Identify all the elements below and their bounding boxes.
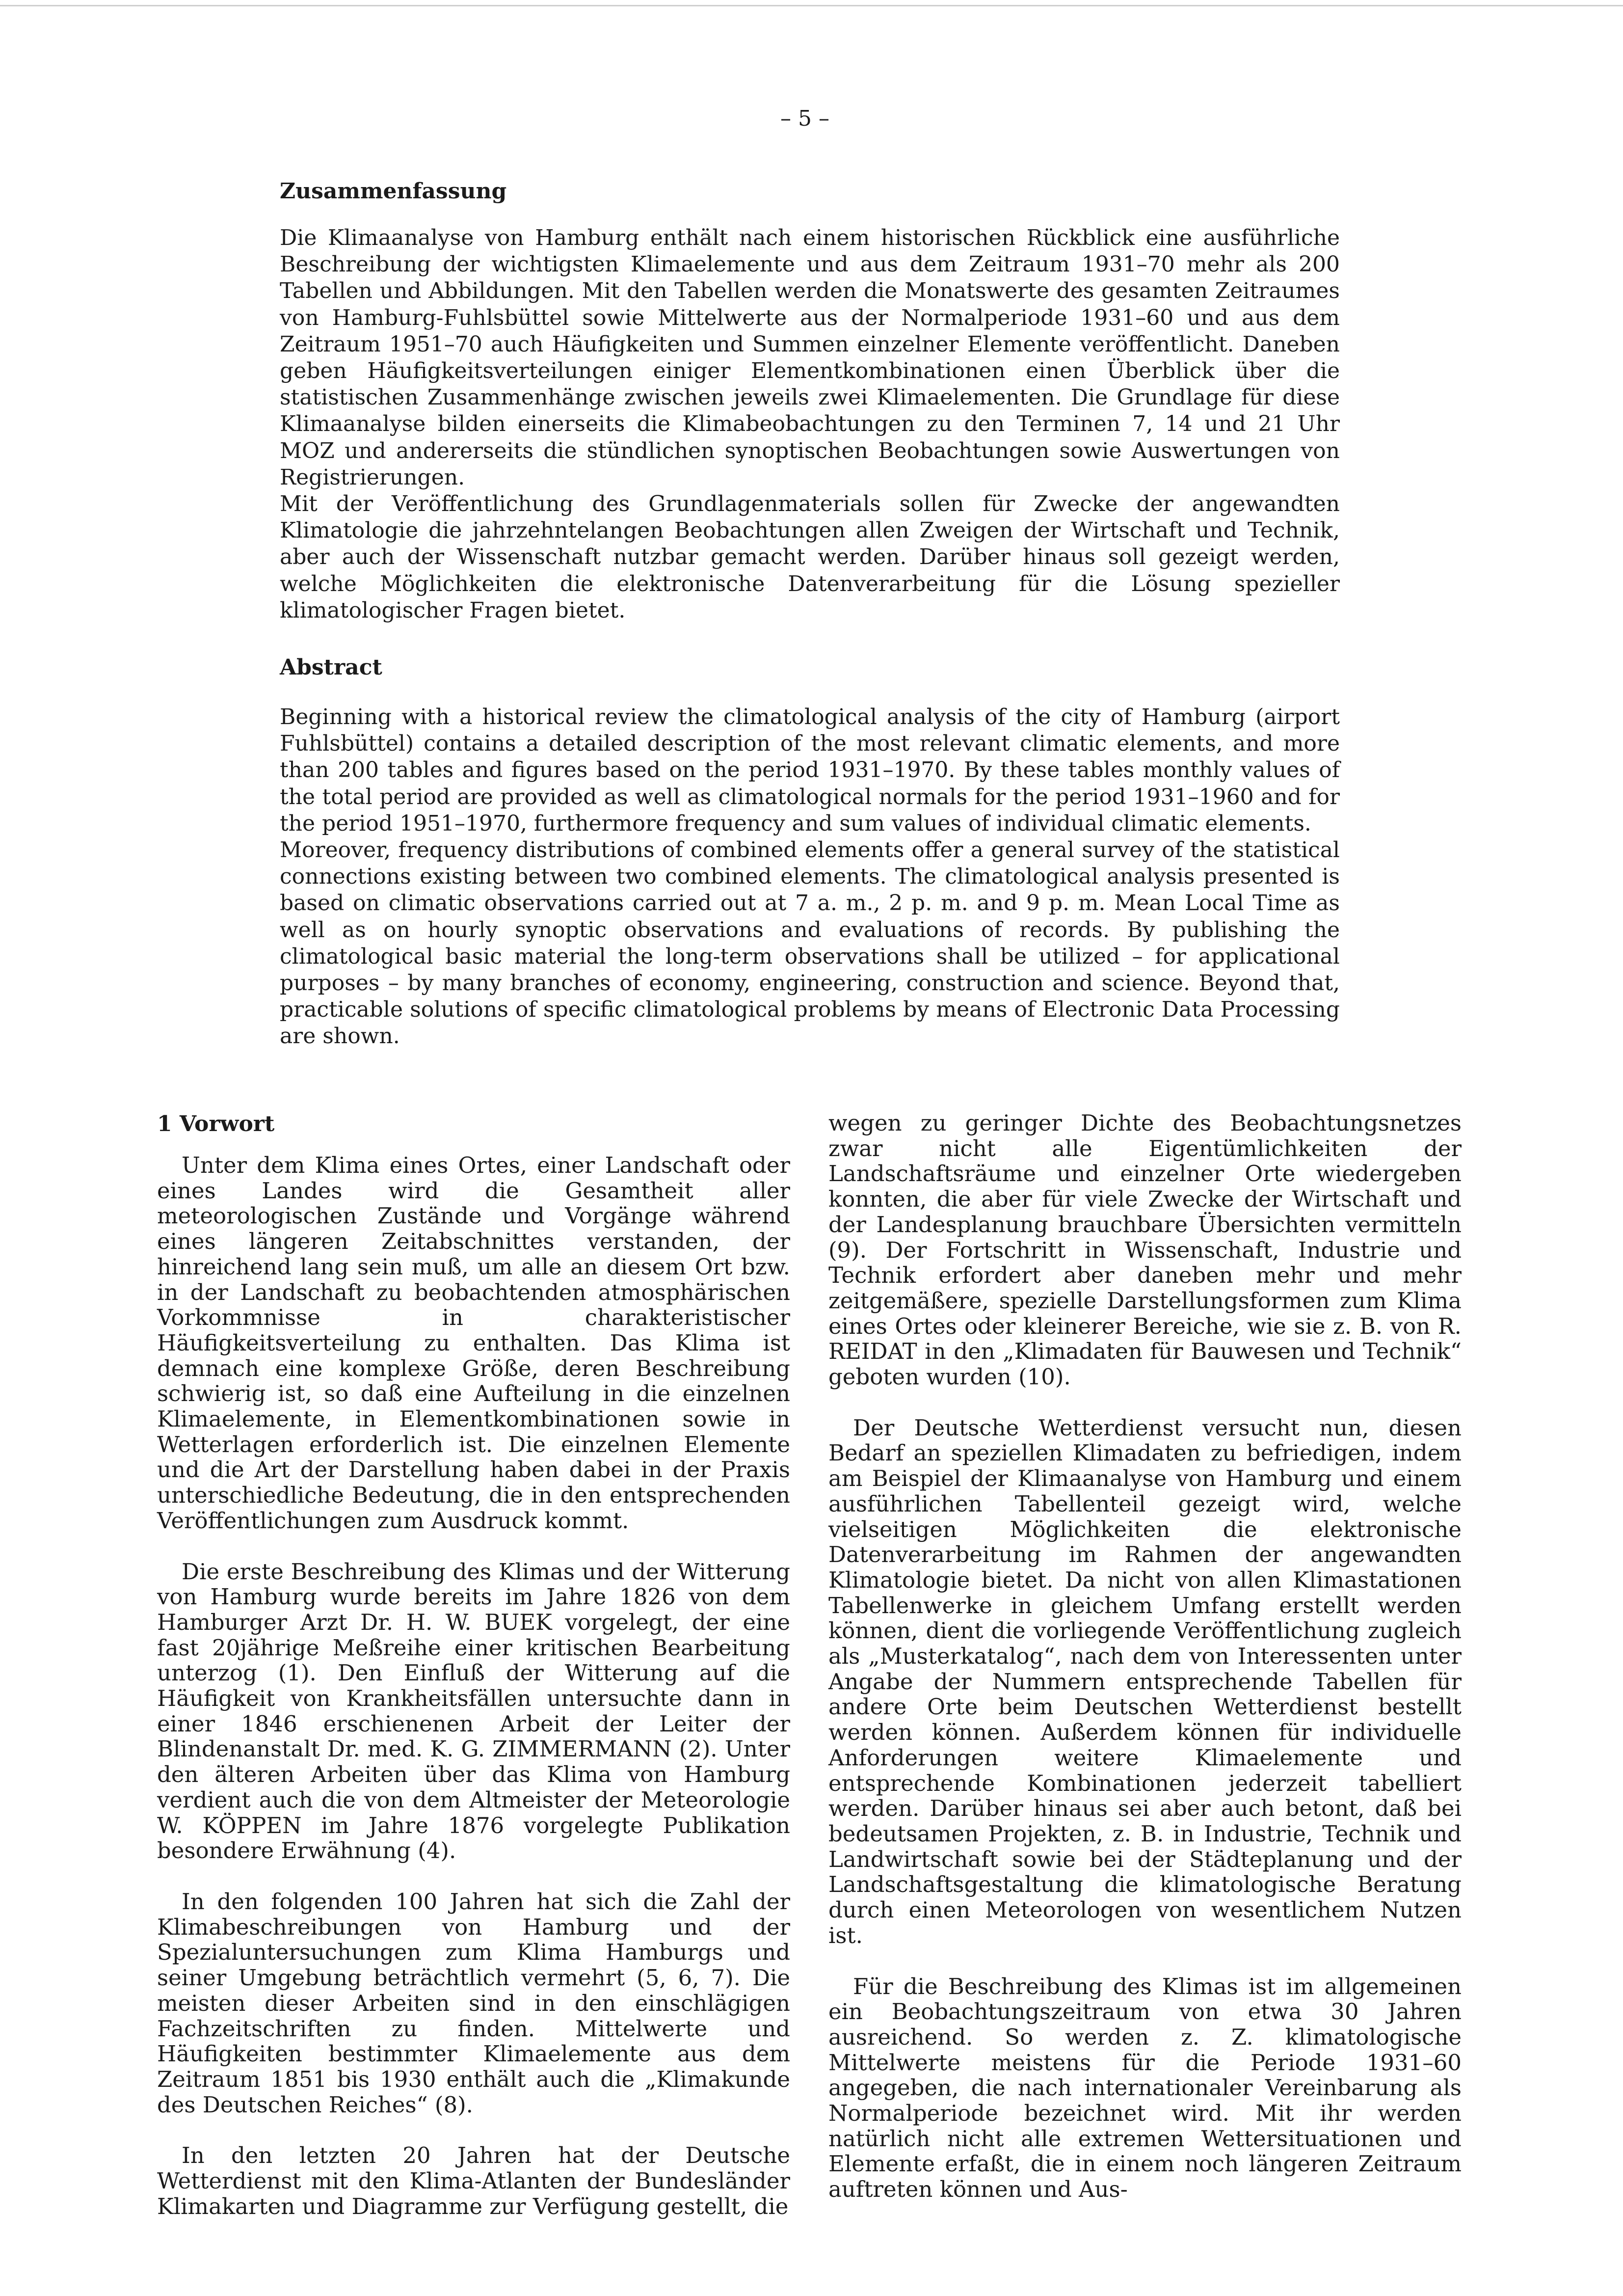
vorwort-paragraph-2: Die erste Beschreibung des Klimas und der Witterung von Hamburg wurde bereits im Jahre 1826 von dem Hamburger Arzt Dr. H. W. BUEK vorgelegt, der eine fast 20jährige Meßreihe einer kritischen Bearbeitung unterzog (1). Den Einfluß der Witterung auf die Häufigkeit von Krankheitsfällen untersuchte dann in einer 1846 erschienenen Arbeit der Leiter der Blindenanstalt Dr. med. K. G. ZIMMERMANN (2). Unter den älteren Arbeiten über das Klima von Hamburg verdient auch die von dem Altmeister der Meteorologie W. KÖPPEN im Jahre 1876 vorgelegte Publikation besondere Erwähnung (4). xyxy=(157,1558,790,1864)
abstract-paragraph-1: Beginning with a historical review the climatological analysis of the city of Hamburg (airport Fuhlsbüttel) contains a detailed description of the most relevant climatic elements, and more than 200 tables and figures based on the period 1931–1970. By these tables monthly values of the total period are provided as well as climatological normals for the period 1931–1960 and for the period 1951–1970, furthermore frequency and sum values of individual climatic elements. xyxy=(280,704,1340,836)
vorwort-heading: 1 Vorwort xyxy=(157,1111,275,1136)
abstract-heading: Abstract xyxy=(280,655,382,680)
vorwort-paragraph-4: In den letzten 20 Jahren hat der Deutsche Wetterdienst mit den Klima-Atlanten der Bundesländer Klimakarten und Diagramme zur Verfügung gestellt, die xyxy=(157,2142,790,2219)
zusammenfassung-section xyxy=(280,178,1340,624)
vorwort-paragraph-6: Der Deutsche Wetterdienst versucht nun, diesen Bedarf an speziellen Klimadaten zu befriedigen, indem am Beispiel der Klimaanalyse von Hamburg und einem ausführlichen Tabellenteil gezeigt wird, welche vielseitigen Möglichkeiten die elektronische Datenverarbeitung im Rahmen der angewandten Klimatologie bietet. Da nicht von allen Klimastationen Tabellenwerke in gleichem Umfang erstellt werden können, dient die vorliegende Veröffentlichung zugleich als „Musterkatalog“, nach dem von Interessenten unter Angabe der Nummern entsprechende Tabellen für andere Orte beim Deutschen Wetterdienst bestellt werden können. Außerdem können für individuelle Anforderungen weitere Klimaelemente und entsprechende Kombinationen jederzeit tabelliert werden. Darüber hinaus sei aber auch betont, daß bei bedeutsamen Projekten, z. B. in Industrie, Technik und Landwirtschaft sowie bei der Städteplanung und der Landschaftsgestaltung die klimatologische Beratung durch einen Meteorologen von wesentlichem Nutzen ist. xyxy=(828,1414,1462,1948)
page-number: – 5 – xyxy=(780,106,829,131)
vorwort-paragraph-5: wegen zu geringer Dichte des Beobachtungsnetzes zwar nicht alle Eigentümlichkeiten der Landschaftsräume und einzelner Orte wiedergeben konnten, die aber für viele Zwecke der Wirtschaft und der Landesplanung brauchbare Übersichten vermitteln (9). Der Fortschritt in Wissenschaft, Industrie und Technik erfordert aber daneben mehr und mehr zeitgemäßere, spezielle Darstellungsformen zum Klima eines Ortes oder kleinerer Bereiche, wie sie z. B. von R. REIDAT in den „Klimadaten für Bauwesen und Technik“ geboten wurden (10). xyxy=(828,1110,1462,1390)
vorwort-right-column xyxy=(828,1110,1462,2228)
zusammenfassung-paragraph-2: Mit der Veröffentlichung des Grundlagenmaterials sollen für Zwecke der angewandten Klimatologie die jahrzehntelangen Beobachtungen allen Zweigen der Wirtschaft und Technik, aber auch der Wissenschaft nutzbar gemacht werden. Darüber hinaus soll gezeigt werden, welche Möglichkeiten die elektronische Datenverarbeitung für die Lösung spezieller klimatologischer Fragen bietet. xyxy=(280,491,1340,623)
zusammenfassung-paragraph-1: Die Klimaanalyse von Hamburg enthält nach einem historischen Rückblick eine ausführliche Beschreibung der wichtigsten Klimaelemente und aus dem Zeitraum 1931–70 mehr als 200 Tabellen und Abbildungen. Mit den Tabellen werden die Monatswerte des gesamten Zeitraumes von Hamburg-Fuhlsbüttel sowie Mittelwerte aus der Normalperiode 1931–60 und aus dem Zeitraum 1951–70 auch Häufigkeiten und Summen einzelner Elemente veröffentlicht. Daneben geben Häufigkeitsverteilungen einiger Elementkombinationen einen Überblick über die statistischen Zusammenhänge zwischen jeweils zwei Klimaelementen. Die Grundlage für diese Klimaanalyse bilden einerseits die Klimabeobachtungen zu den Terminen 7, 14 und 21 Uhr MOZ und andererseits die stündlichen synoptischen Beobachtungen sowie Auswertungen von Registrierungen. xyxy=(280,225,1340,490)
vorwort-paragraph-3: In den folgenden 100 Jahren hat sich die Zahl der Klimabeschreibungen von Hamburg und der Spezialuntersuchungen zum Klima Hamburgs und seiner Umgebung beträchtlich vermehrt (5, 6, 7). Die meisten dieser Arbeiten sind in den einschlägigen Fachzeitschriften zu finden. Mittelwerte und Häufigkeiten bestimmter Klimaelemente aus dem Zeitraum 1851 bis 1930 enthält auch die „Klimakunde des Deutschen Reiches“ (8). xyxy=(157,1888,790,2118)
abstract-paragraph-2: Moreover, frequency distributions of combined elements offer a general survey of the statistical connections existing between two combined elements. The climatological analysis presented is based on climatic observations carried out at 7 a. m., 2 p. m. and 9 p. m. Mean Local Time as well as on hourly synoptic observations and evaluations of records. By publishing the climatological basic material the long-term observations shall be utilized – for applicational purposes – by many branches of economy, engineering, construction and science. Beyond that, practicable solutions of specific climatological problems by means of Electronic Data Processing are shown. xyxy=(280,837,1340,1049)
vorwort-left-column xyxy=(157,1110,790,2244)
abstract-section xyxy=(280,654,1340,1050)
scan-edge-line xyxy=(0,5,1623,6)
vorwort-paragraph-7: Für die Beschreibung des Klimas ist im allgemeinen ein Beobachtungszeitraum von etwa 30 Jahren ausreichend. So werden z. Z. klimatologische Mittelwerte meistens für die Periode 1931–60 angegeben, die nach internationaler Vereinbarung als Normalperiode bezeichnet wird. Mit ihr werden natürlich nicht alle extremen Wettersituationen und Elemente erfaßt, die in einem noch längeren Zeitraum auftreten können und Aus- xyxy=(828,1973,1462,2203)
zusammenfassung-heading: Zusammenfassung xyxy=(280,179,507,204)
vorwort-paragraph-1: Unter dem Klima eines Ortes, einer Landschaft oder eines Landes wird die Gesamtheit aller meteorologischen Zustände und Vorgänge während eines längeren Zeitabschnittes verstanden, der hinreichend lang sein muß, um alle an diesem Ort bzw. in der Landschaft zu beobachtenden atmosphärischen Vorkommnisse in charakteristischer Häufigkeitsverteilung zu enthalten. Das Klima ist demnach eine komplexe Größe, deren Beschreibung schwierig ist, so daß eine Aufteilung in die einzelnen Klimaelemente, in Elementkombinationen sowie in Wetterlagen erforderlich ist. Die einzelnen Elemente und die Art der Darstellung haben dabei in der Praxis unterschiedliche Bedeutung, die in den entsprechenden Veröffentlichungen zum Ausdruck kommt. xyxy=(157,1152,790,1534)
